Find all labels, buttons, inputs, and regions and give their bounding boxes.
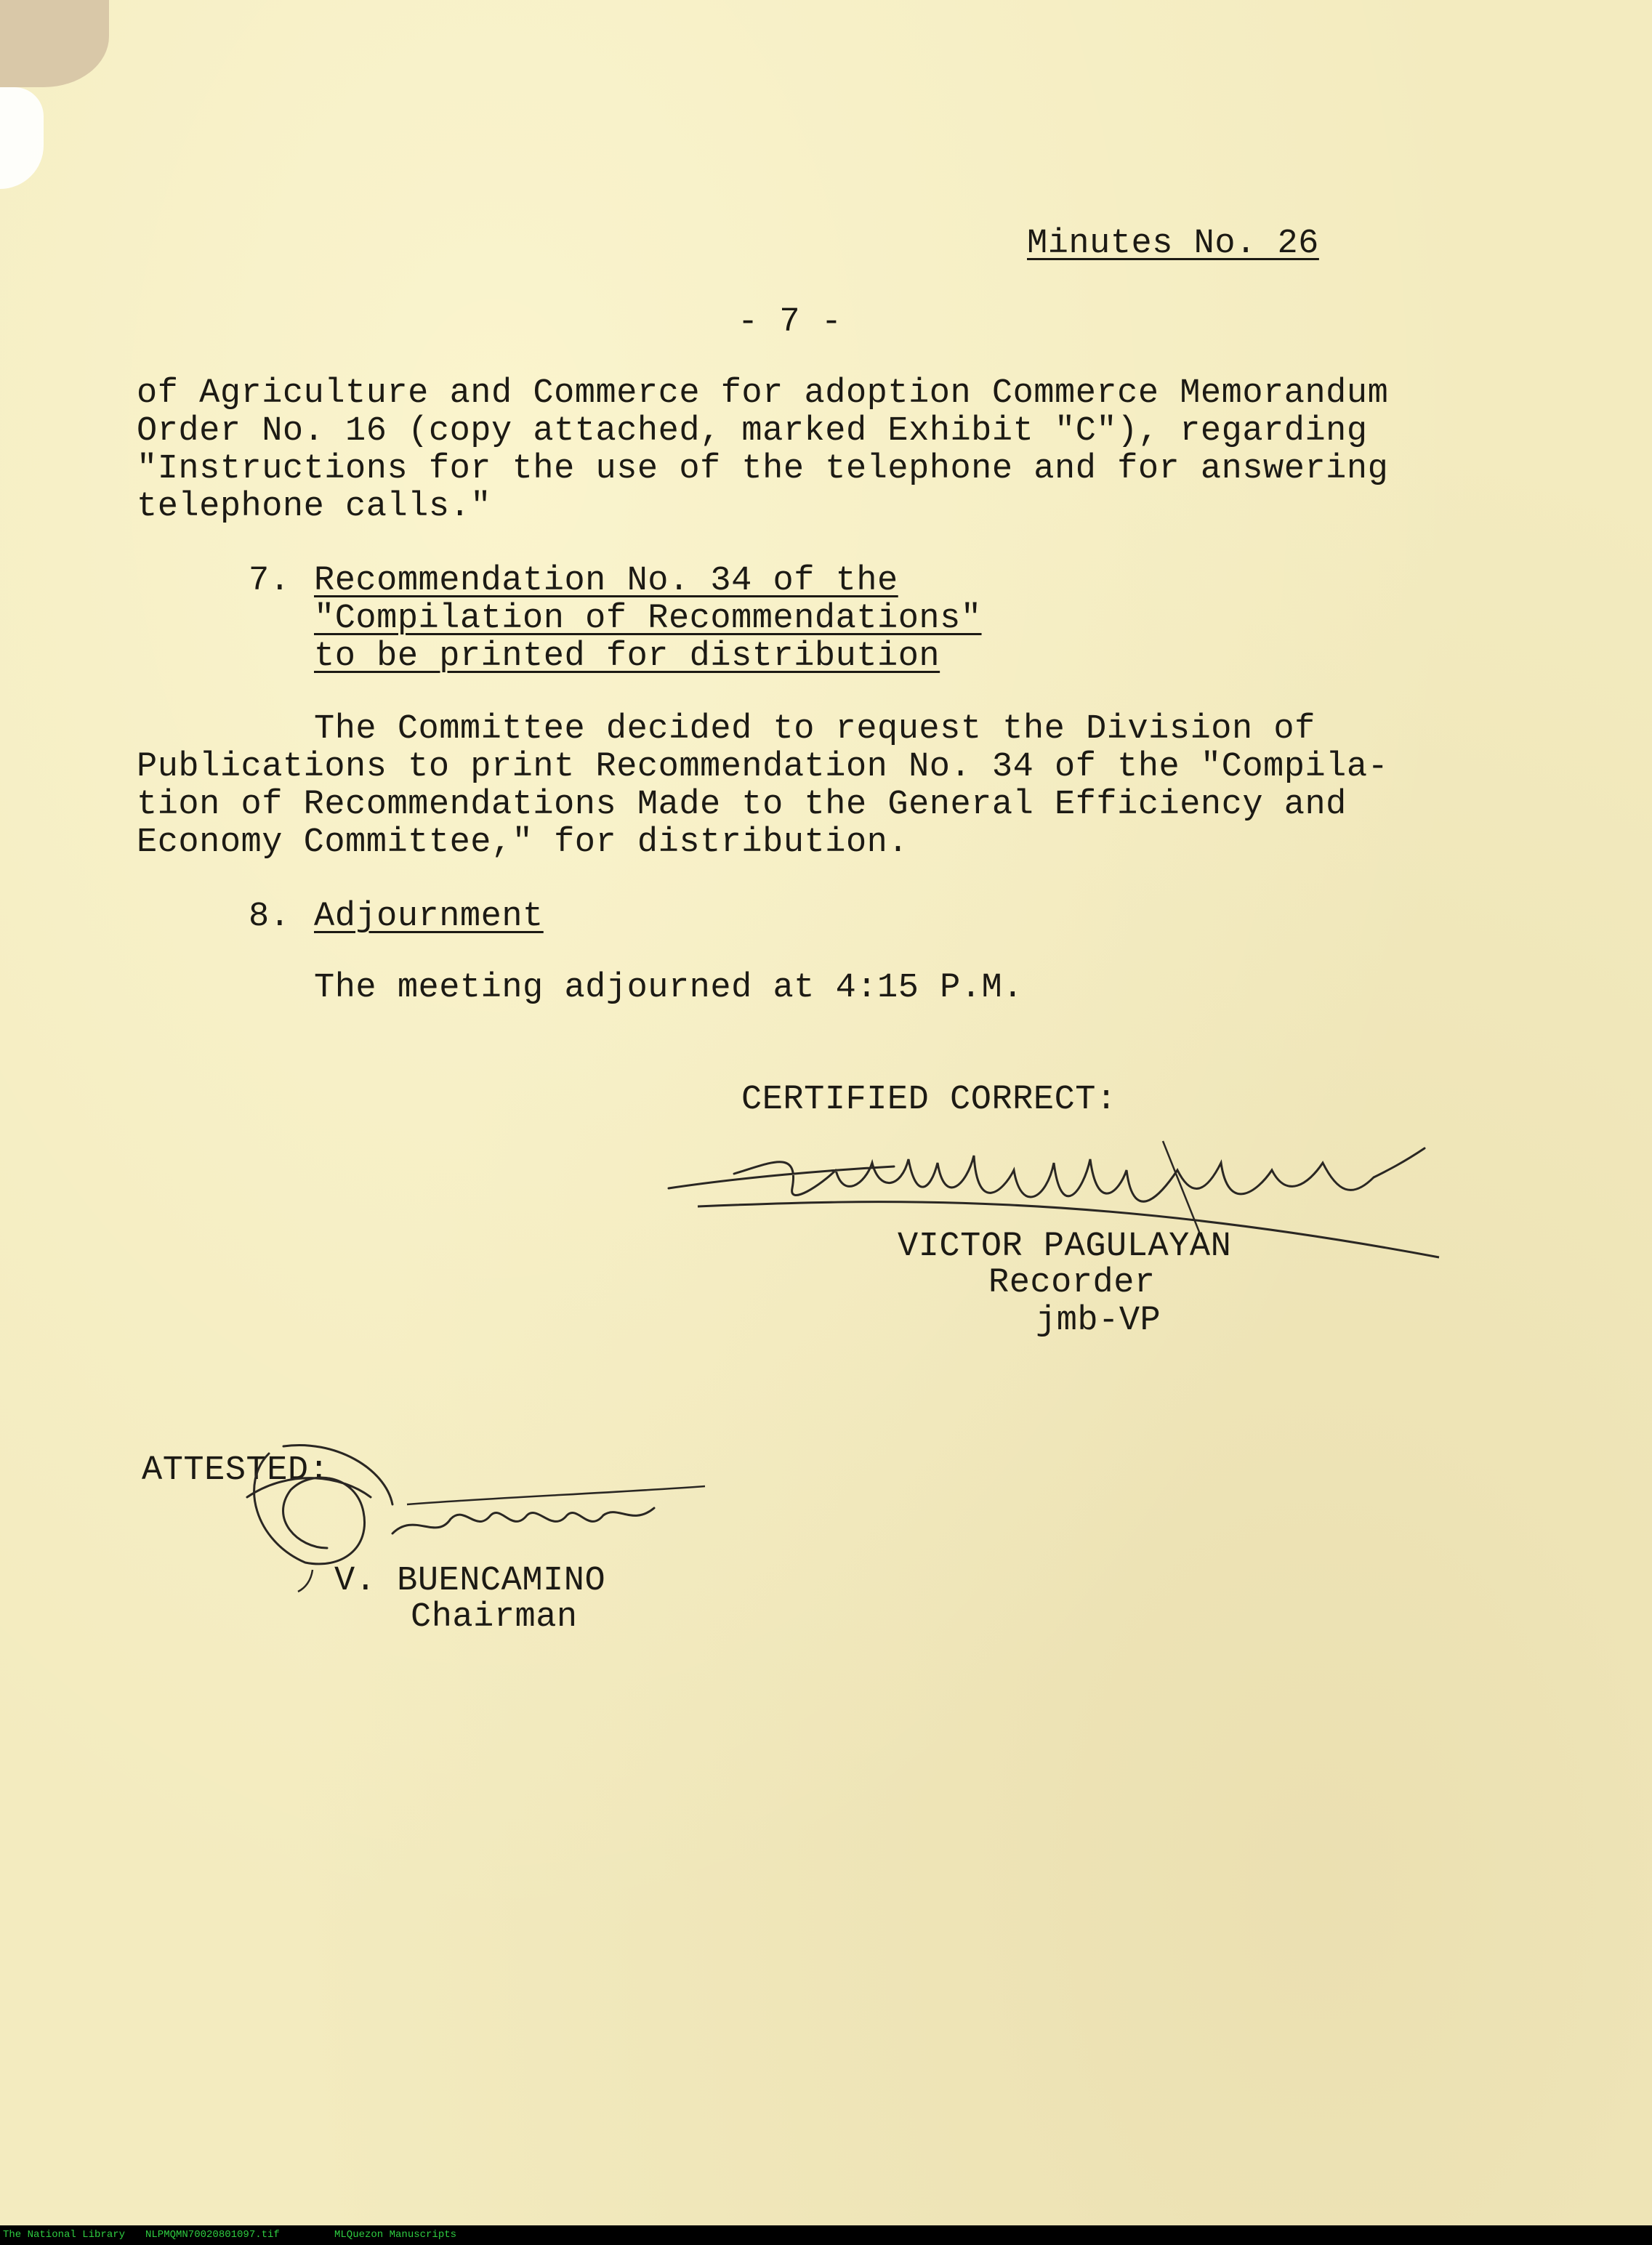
item8-number: 8. [249, 898, 291, 936]
chairman-name: V. BUENCAMINO [334, 1562, 606, 1600]
footer-library: The National Library [3, 2229, 126, 2241]
certified-label: CERTIFIED CORRECT: [741, 1081, 1117, 1119]
recorder-name: VICTOR PAGULAYAN [898, 1228, 1232, 1266]
scan-footer [0, 2225, 1652, 2245]
item8-body: The meeting adjourned at 4:15 P.M. [314, 969, 1023, 1007]
item8-heading: Adjournment [314, 898, 544, 936]
item7-body-1: The Committee decided to request the Division of [314, 710, 1315, 749]
item7-heading-1: Recommendation No. 34 of the [314, 562, 898, 600]
footer-collection: MLQuezon Manuscripts [334, 2229, 457, 2241]
item7-body-3: tion of Recommendations Made to the General Efficiency and [137, 786, 1347, 824]
item7-heading-2: "Compilation of Recommendations" [314, 600, 982, 638]
item7-body-2: Publications to print Recommendation No. 34 of the "Compila- [137, 748, 1389, 786]
intro-line-1: of Agriculture and Commerce for adoption Commerce Memorandum [137, 374, 1389, 413]
minutes-number: Minutes No. 26 [1027, 225, 1319, 263]
chairman-title: Chairman [411, 1598, 578, 1637]
intro-line-2: Order No. 16 (copy attached, marked Exhibit "C"), regarding [137, 412, 1368, 451]
torn-corner [0, 0, 109, 87]
page-number: - 7 - [738, 303, 842, 342]
item7-number: 7. [249, 562, 291, 600]
intro-line-4: telephone calls." [137, 488, 491, 526]
attested-label: ATTESTED: [142, 1451, 330, 1490]
item7-heading-3: to be printed for distribution [314, 637, 940, 676]
recorder-title: Recorder [988, 1264, 1156, 1302]
torn-edge [0, 87, 44, 189]
intro-line-3: "Instructions for the use of the telephone and for answering [137, 450, 1389, 488]
recorder-initials: jmb-VP [1036, 1302, 1161, 1340]
item7-body-4: Economy Committee," for distribution. [137, 823, 909, 862]
footer-file: NLPMQMN70020801097.tif [145, 2229, 280, 2241]
